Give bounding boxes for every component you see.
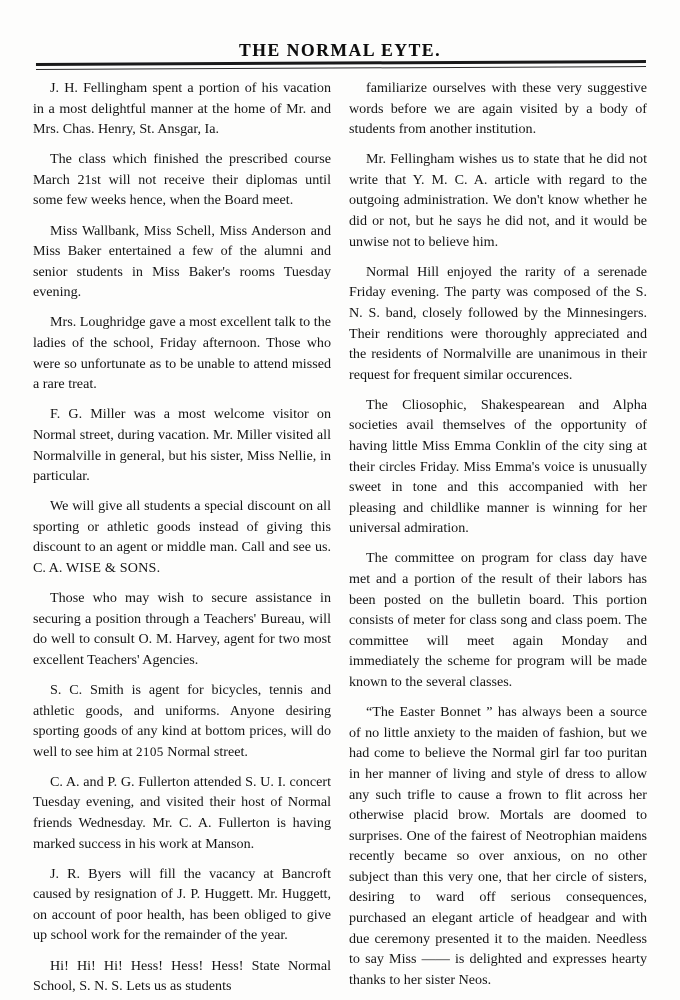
right-column xyxy=(349,78,647,990)
paragraph-advertisement-smith: S. C. Smith is agent for bicycles, tennis and athletic goods, and uniforms. Anyone desiring sporting goods of any kind at bottom prices, will do well to see him at 2105 Normal street. xyxy=(33,681,331,760)
two-column-body xyxy=(33,78,647,997)
paragraph: F. G. Miller was a most welcome visitor on Normal street, during vacation. Mr. Miller visited all Normalville in general, but his sister, Miss Nellie, in particular. xyxy=(33,406,331,485)
masthead xyxy=(0,40,680,61)
paragraph: Those who may wish to secure assistance in securing a position through a Teachers' Bureau, will do well to consult O. M. Harvey, agent for two most excellent Teachers' Agencies. xyxy=(33,590,331,668)
paragraph: The Cliosophic, Shakespearean and Alpha societies avail themselves of the opportunity of having little Miss Emma Conklin of the city sing at their circles Friday. Miss Emma's voice is unusually sweet in tone and this accompanied with her pleasing and childlike manner is winning for her universal admiration. xyxy=(349,396,647,537)
paragraph: Normal Hill enjoyed the rarity of a serenade Friday evening. The party was composed of the S. N. S. band, closely followed by the Minnesingers. Their renditions were thoroughly appreciated and the residents of Normalville are unanimous in their request for frequent similar occurences. xyxy=(349,263,647,383)
page-title: THE NORMAL EYTE. xyxy=(238,40,442,60)
paragraph: J. H. Fellingham spent a portion of his vacation in a most delightful manner at the home of Mr. and Mrs. Chas. Henry, St. Ansgar, Ia. xyxy=(33,80,331,138)
paragraph: Miss Wallbank, Miss Schell, Miss Anderson and Miss Baker entertained a few of the alumni and senior students in Miss Baker's rooms Tuesday evening. xyxy=(33,222,331,301)
paragraph-advertisement-wise: We will give all students a special discount on all sporting or athletic goods instead of giving this discount to an agent or middle man. Call and see us. C. A. WISE & SONS. xyxy=(33,498,331,576)
paragraph-continued-overleaf: Hi! Hi! Hi! Hess! Hess! Hess! State Normal School, S. N. S. Lets us as students xyxy=(33,957,331,995)
paragraph: J. R. Byers will fill the vacancy at Bancroft caused by resignation of J. P. Huggett. Mr. Huggett, on account of poor health, has been obliged to give up school work for the remainder of the year. xyxy=(33,865,331,944)
street-number: 2105 xyxy=(135,743,164,759)
rule-thin xyxy=(36,66,646,70)
paragraph-continued-from-previous: familiarize ourselves with these very suggestive words before we are again visited by a body of students from another institution. xyxy=(349,80,647,138)
paragraph: Mrs. Loughridge gave a most excellent talk to the ladies of the school, Friday afternoon. Those who were so unfortunate as to be unable to attend missed a rare treat. xyxy=(33,314,331,393)
paragraph: Mr. Fellingham wishes us to state that he did not write that Y. M. C. A. article with regard to the outgoing administration. We don't know whether he did or not, but he says he did not, and it would be unwise not to believe him. xyxy=(349,151,647,250)
paragraph-easter-bonnet: “The Easter Bonnet ” has always been a source of no little anxiety to the maiden of fashion, but we had come to believe the Normal girl far too puritan in her manner of living and style of dress to allow any such trifle to cause a frown to flit across her otherwise placid brow. Mortals are doomed to surprises. One of the fairest of Neotrophian maidens recently became so over anxious, on no other subject than this very one, that her circle of sisters, desiring to ward off serious consequences, purchased an elegant article of headgear and with due ceremony presented it to the maiden. Needless to say Miss —— is delighted and expresses hearty thanks to her sister Neos. xyxy=(349,704,647,988)
left-column xyxy=(33,78,331,997)
masthead-double-rule xyxy=(36,60,646,73)
advertiser-name: WISE & SONS. xyxy=(65,559,161,576)
paragraph: C. A. and P. G. Fullerton attended S. U. I. concert Tuesday evening, and visited their host of Normal friends Wednesday. Mr. C. A. Fullerton is having marked success in his work at Manson. xyxy=(33,773,331,852)
paragraph: The committee on program for class day have met and a portion of the result of their labors has been posted on the bulletin board. This portion consists of meter for class song and class poem. The committee will meet again Monday and immediately the scheme for program will be made known to the several classes. xyxy=(349,550,647,691)
paragraph: The class which finished the prescribed course March 21st will not receive their diplomas until some few weeks hence, when the Board meet. xyxy=(33,151,331,209)
